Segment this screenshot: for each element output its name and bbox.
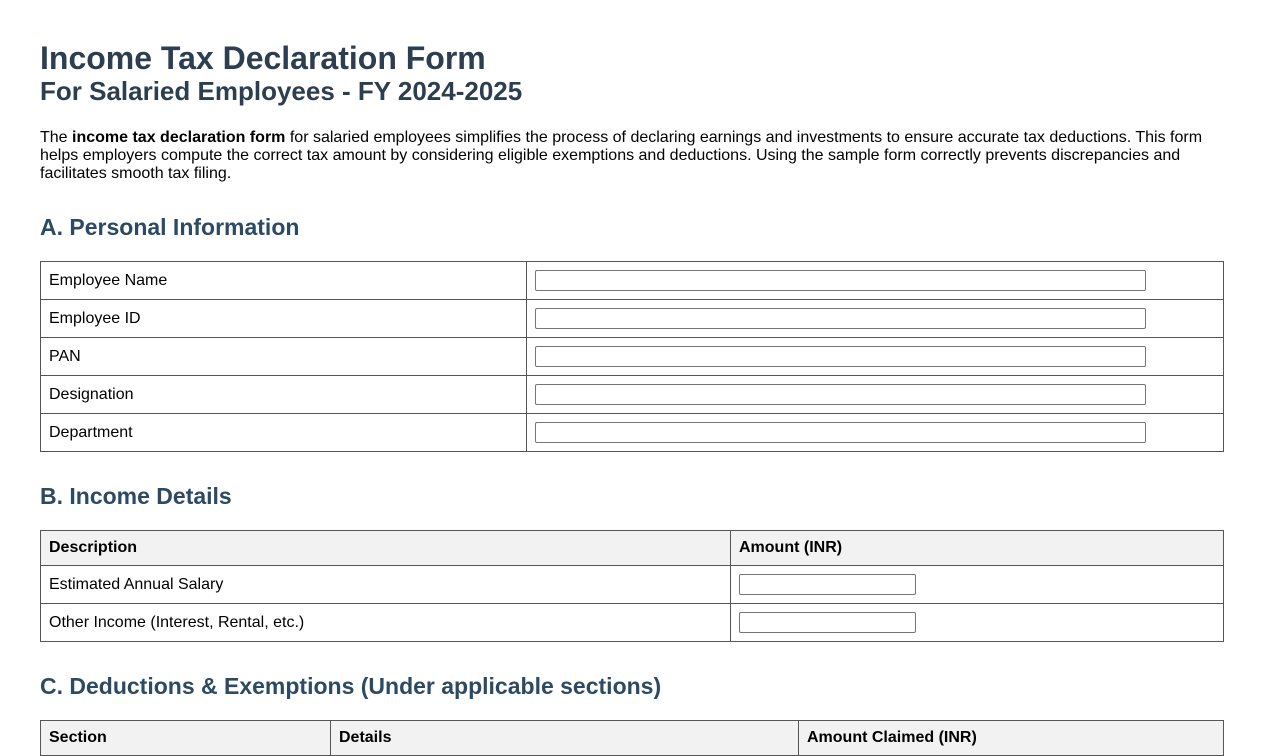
other-income-input[interactable] bbox=[739, 612, 916, 633]
pan-input[interactable] bbox=[535, 346, 1146, 367]
table-row bbox=[41, 566, 1224, 604]
intro-paragraph bbox=[40, 129, 1223, 183]
table-row bbox=[41, 300, 1224, 338]
page-title: Income Tax Declaration Form bbox=[40, 40, 486, 76]
income-label-salary: Estimated Annual Salary bbox=[41, 566, 731, 604]
intro-prefix: The bbox=[40, 129, 73, 146]
amount-cell bbox=[731, 566, 1224, 604]
field-cell bbox=[527, 376, 1224, 414]
field-label-designation: Designation bbox=[41, 376, 527, 414]
column-header-details: Details bbox=[331, 721, 799, 756]
field-label-department: Department bbox=[41, 414, 527, 452]
table-row bbox=[41, 338, 1224, 376]
designation-input[interactable] bbox=[535, 384, 1146, 405]
intro-suffix: for salaried employees simplifies the process of declaring earnings and investments to ensure accurate tax deductions. This form helps employers compute the correct tax amount by considering eligible exemptions and deductions. Using the sample form correctly prevents discrepancies and facilitates smooth tax filing. bbox=[40, 129, 1203, 182]
column-header-amount-claimed: Amount Claimed (INR) bbox=[799, 721, 1224, 756]
table-row bbox=[41, 414, 1224, 452]
field-label-employee-id: Employee ID bbox=[41, 300, 527, 338]
section-a-heading: A. Personal Information bbox=[40, 214, 300, 240]
income-details-table bbox=[40, 530, 1224, 642]
field-cell bbox=[527, 300, 1224, 338]
table-row bbox=[41, 604, 1224, 642]
employee-id-input[interactable] bbox=[535, 308, 1146, 329]
field-cell bbox=[527, 262, 1224, 300]
section-c-heading: C. Deductions & Exemptions (Under applicable sections) bbox=[40, 673, 662, 699]
table-header-row bbox=[41, 531, 1224, 566]
column-header-description: Description bbox=[41, 531, 731, 566]
table-row bbox=[41, 376, 1224, 414]
department-input[interactable] bbox=[535, 422, 1146, 443]
table-row bbox=[41, 262, 1224, 300]
intro-bold-term: income tax declaration form bbox=[72, 129, 286, 146]
field-label-pan: PAN bbox=[41, 338, 527, 376]
field-cell bbox=[527, 338, 1224, 376]
section-b-heading: B. Income Details bbox=[40, 483, 232, 509]
page-subtitle: For Salaried Employees - FY 2024-2025 bbox=[40, 76, 523, 106]
amount-cell bbox=[731, 604, 1224, 642]
personal-info-table bbox=[40, 261, 1224, 452]
field-cell bbox=[527, 414, 1224, 452]
field-label-employee-name: Employee Name bbox=[41, 262, 527, 300]
column-header-section: Section bbox=[41, 721, 331, 756]
income-label-other: Other Income (Interest, Rental, etc.) bbox=[41, 604, 731, 642]
deductions-table bbox=[40, 720, 1224, 756]
column-header-amount: Amount (INR) bbox=[731, 531, 1224, 566]
annual-salary-input[interactable] bbox=[739, 574, 916, 595]
table-header-row bbox=[41, 721, 1224, 756]
employee-name-input[interactable] bbox=[535, 270, 1146, 291]
